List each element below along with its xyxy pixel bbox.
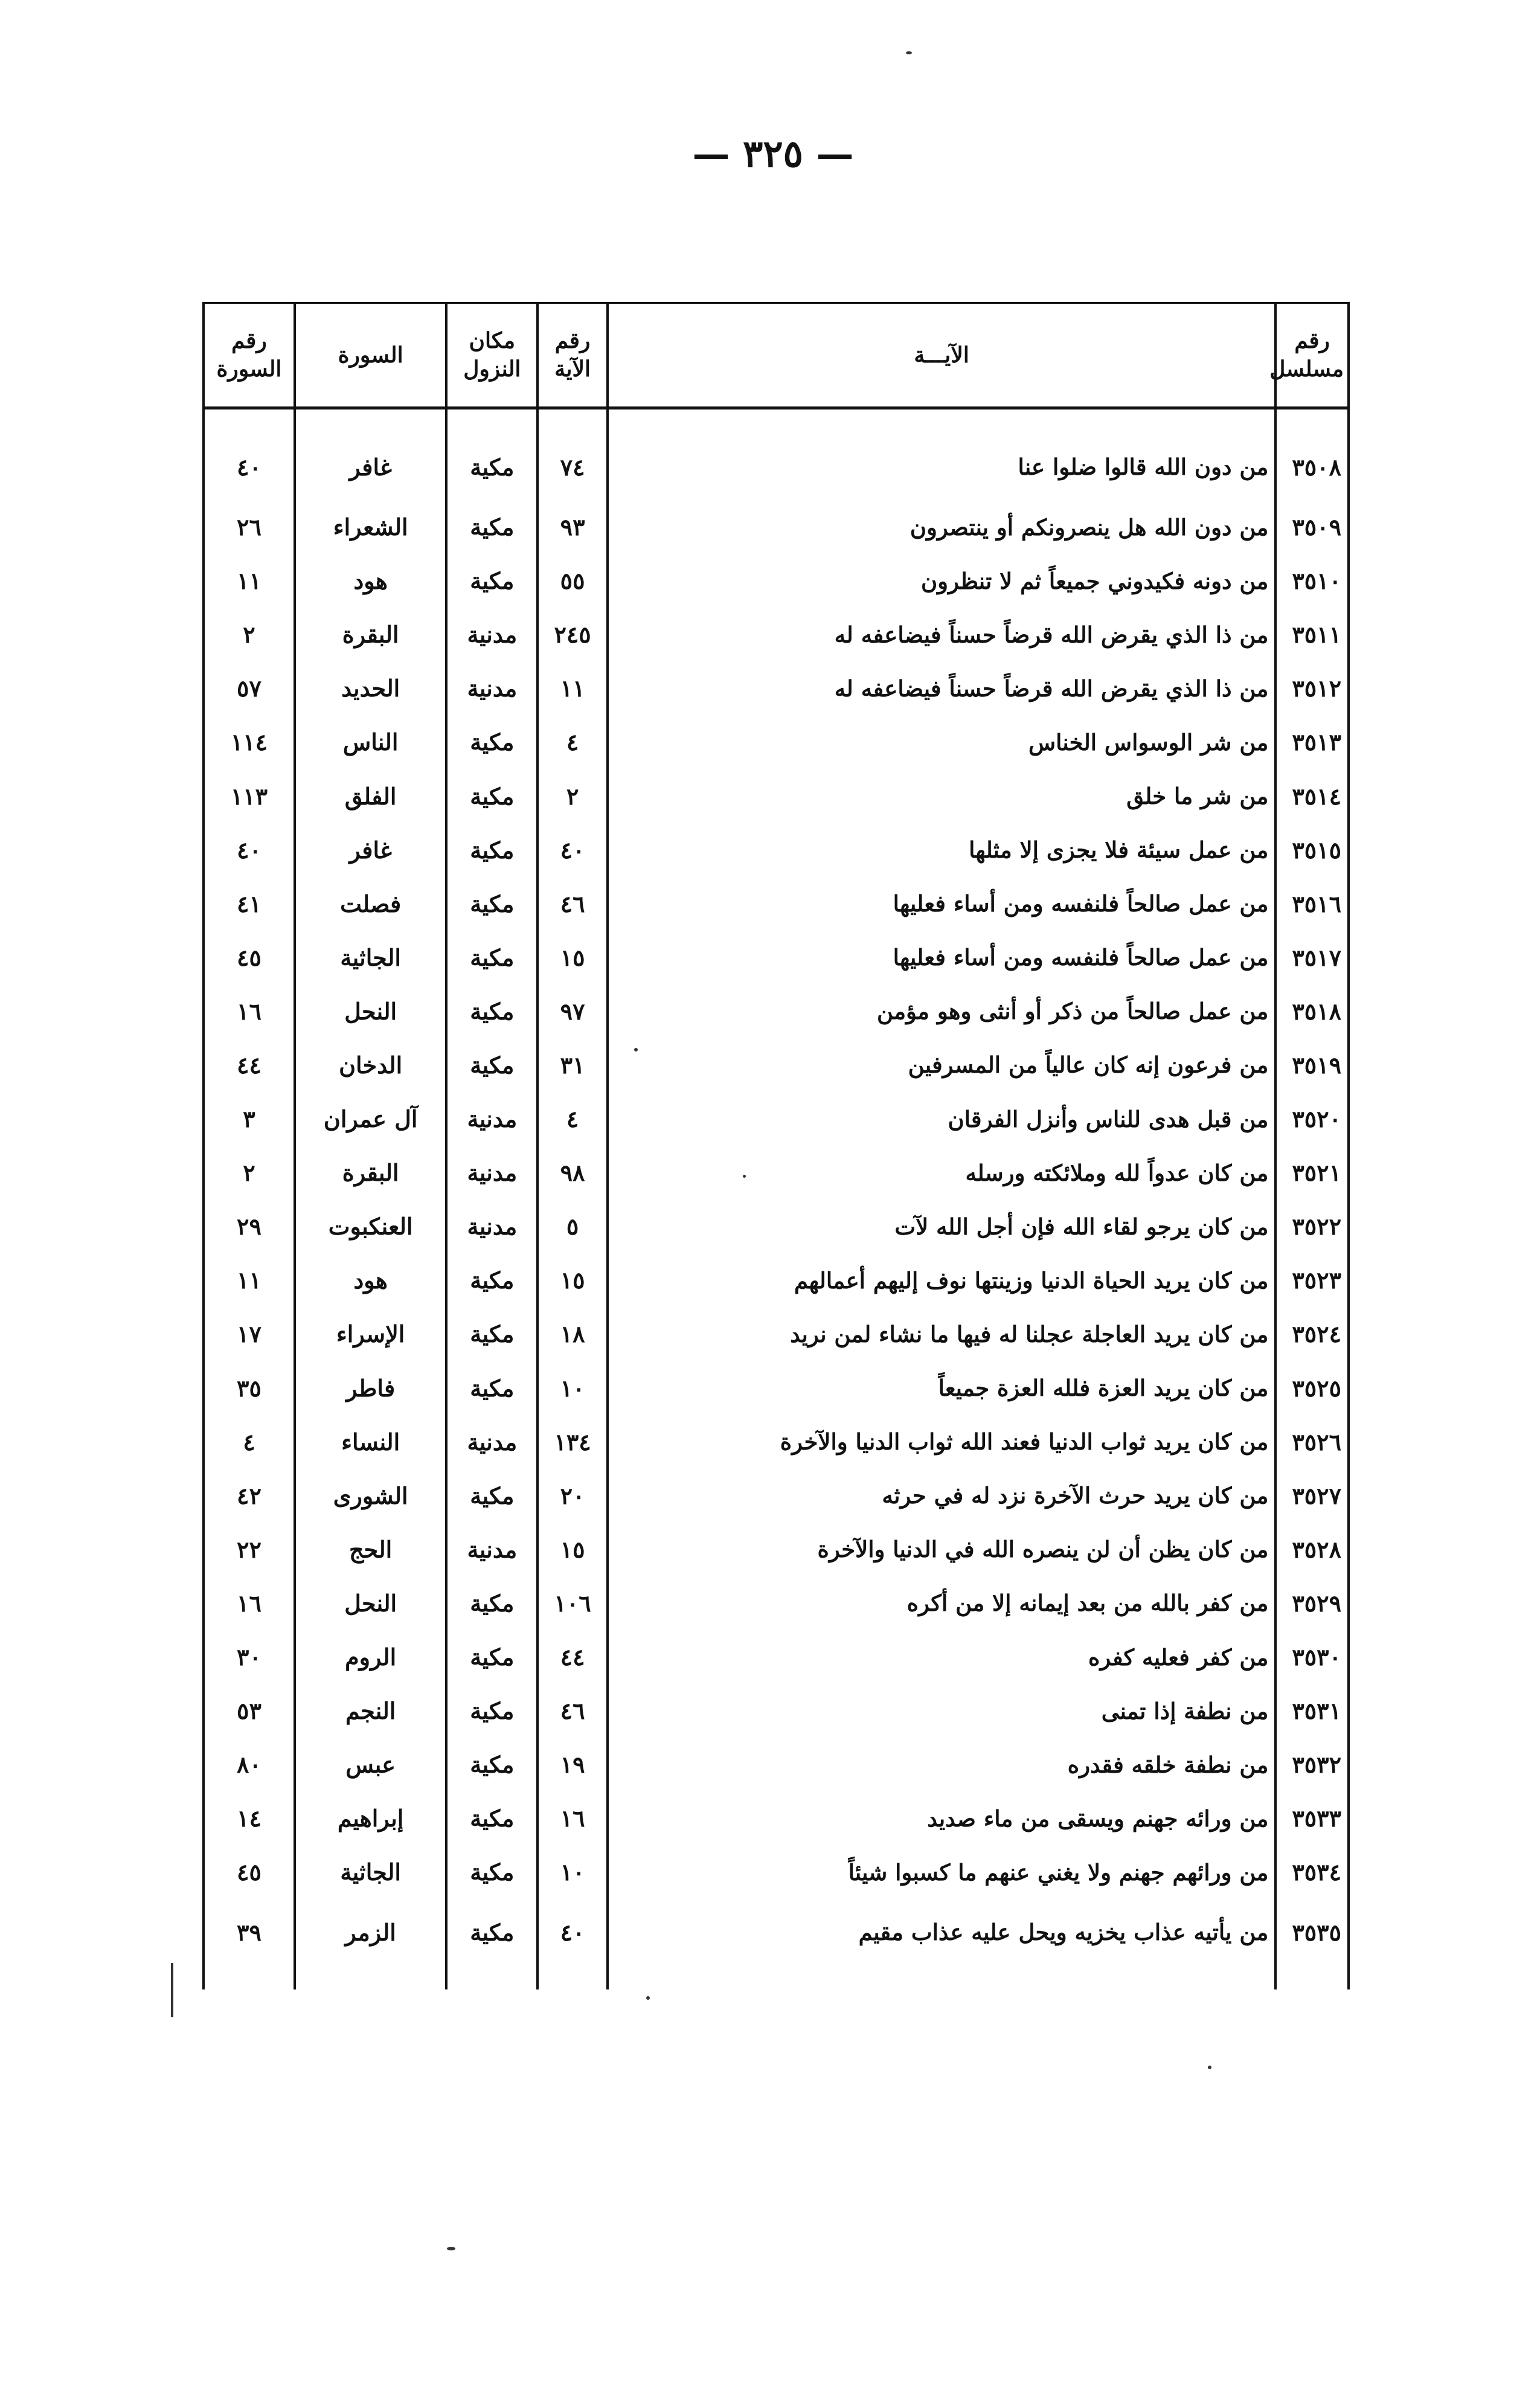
- revelation-place-cell: مكية: [446, 500, 537, 554]
- surah-name-cell: العنكبوت: [295, 1199, 446, 1253]
- verse-number-cell: ١٥: [537, 931, 608, 984]
- surah-name-cell: الجاثية: [295, 931, 446, 984]
- verse-number-cell: ١٠٦: [537, 1576, 608, 1630]
- serial-cell: ٣٥١٦: [1275, 877, 1349, 931]
- surah-name-cell: هود: [295, 554, 446, 608]
- revelation-place-cell: مدنية: [446, 1523, 537, 1576]
- verse-text-cell: من دونه فكيدوني جميعاً ثم لا تنظرون: [608, 554, 1275, 608]
- serial-cell: ٣٥١٢: [1275, 661, 1349, 715]
- verse-text-cell: من قبل هدى للناس وأنزل الفرقان: [608, 1092, 1275, 1146]
- surah-name-cell: عبس: [295, 1738, 446, 1791]
- verse-text-cell: من كان يريد حرث الآخرة نزد له في حرثه: [608, 1469, 1275, 1523]
- verse-text-cell: من كان يريد ثواب الدنيا فعند الله ثواب الدنيا والآخرة: [608, 1415, 1275, 1469]
- revelation-place-cell: مكية: [446, 1845, 537, 1899]
- verse-number-cell: ١٣٤: [537, 1415, 608, 1469]
- table-row: [204, 1899, 1349, 1989]
- serial-cell: ٣٥٢٣: [1275, 1253, 1349, 1307]
- surah-number-cell: ٤٠: [204, 408, 295, 501]
- header-row: [204, 303, 1349, 408]
- table-row: [204, 1361, 1349, 1415]
- verse-index-table: [202, 302, 1350, 1989]
- table-row: [204, 1523, 1349, 1576]
- verse-number-cell: ٤: [537, 715, 608, 769]
- surah-number-cell: ١٦: [204, 1576, 295, 1630]
- revelation-place-cell: مدنية: [446, 1146, 537, 1199]
- revelation-place-cell: مكية: [446, 1684, 537, 1738]
- header-surah-number: رقم السورة: [204, 303, 295, 408]
- surah-number-cell: ٤٠: [204, 823, 295, 877]
- table-row: [204, 1415, 1349, 1469]
- table-row: [204, 1630, 1349, 1684]
- revelation-place-cell: مكية: [446, 554, 537, 608]
- table-row: [204, 1038, 1349, 1092]
- revelation-place-cell: مكية: [446, 984, 537, 1038]
- surah-number-cell: ١١٤: [204, 715, 295, 769]
- surah-number-cell: ٢٢: [204, 1523, 295, 1576]
- surah-name-cell: الحج: [295, 1523, 446, 1576]
- margin-mark: [171, 1963, 173, 2017]
- serial-cell: ٣٥٣٣: [1275, 1791, 1349, 1845]
- verse-number-cell: ٤٠: [537, 823, 608, 877]
- verse-number-cell: ١٥: [537, 1523, 608, 1576]
- surah-number-cell: ٥٧: [204, 661, 295, 715]
- table-row: [204, 823, 1349, 877]
- serial-cell: ٣٥١٥: [1275, 823, 1349, 877]
- revelation-place-cell: مكية: [446, 1899, 537, 1989]
- verse-number-cell: ٥: [537, 1199, 608, 1253]
- table-row: [204, 1307, 1349, 1361]
- revelation-place-cell: مكية: [446, 408, 537, 501]
- serial-cell: ٣٥٣٥: [1275, 1899, 1349, 1989]
- serial-cell: ٣٥٢٤: [1275, 1307, 1349, 1361]
- surah-number-cell: ٣٥: [204, 1361, 295, 1415]
- page-number: — ٣٢٥ —: [692, 132, 854, 176]
- verse-text-cell: من عمل صالحاً من ذكر أو أنثى وهو مؤمن: [608, 984, 1275, 1038]
- surah-name-cell: غافر: [295, 823, 446, 877]
- surah-number-cell: ١٤: [204, 1791, 295, 1845]
- surah-number-cell: ٣٠: [204, 1630, 295, 1684]
- serial-cell: ٣٥١٠: [1275, 554, 1349, 608]
- surah-name-cell: غافر: [295, 408, 446, 501]
- table-row: [204, 1684, 1349, 1738]
- surah-number-cell: ١١: [204, 554, 295, 608]
- revelation-place-cell: مكية: [446, 769, 537, 823]
- header-verse-number: رقم الآية: [537, 303, 608, 408]
- table-body: [204, 408, 1349, 1990]
- verse-text-cell: من عمل سيئة فلا يجزى إلا مثلها: [608, 823, 1275, 877]
- revelation-place-cell: مدنية: [446, 1199, 537, 1253]
- table-row: [204, 1092, 1349, 1146]
- surah-number-cell: ٤٥: [204, 931, 295, 984]
- serial-cell: ٣٥١١: [1275, 608, 1349, 661]
- surah-number-cell: ٢: [204, 608, 295, 661]
- header-surah: السورة: [295, 303, 446, 408]
- verse-number-cell: ٢٠: [537, 1469, 608, 1523]
- serial-cell: ٣٥٣٠: [1275, 1630, 1349, 1684]
- verse-number-cell: ١٥: [537, 1253, 608, 1307]
- table-row: [204, 500, 1349, 554]
- revelation-place-cell: مكية: [446, 715, 537, 769]
- surah-name-cell: آل عمران: [295, 1092, 446, 1146]
- verse-text-cell: من دون الله هل ينصرونكم أو ينتصرون: [608, 500, 1275, 554]
- revelation-place-cell: مكية: [446, 1791, 537, 1845]
- serial-cell: ٣٥٢٢: [1275, 1199, 1349, 1253]
- verse-text-cell: من ورائه جهنم ويسقى من ماء صديد: [608, 1791, 1275, 1845]
- table-row: [204, 1576, 1349, 1630]
- table-row: [204, 715, 1349, 769]
- verse-number-cell: ١٦: [537, 1791, 608, 1845]
- verse-text-cell: من شر الوسواس الخناس: [608, 715, 1275, 769]
- surah-number-cell: ٤: [204, 1415, 295, 1469]
- surah-number-cell: ٣: [204, 1092, 295, 1146]
- revelation-place-cell: مكية: [446, 1038, 537, 1092]
- verse-text-cell: من كفر بالله من بعد إيمانه إلا من أكره: [608, 1576, 1275, 1630]
- table-row: [204, 1845, 1349, 1899]
- revelation-place-cell: مكية: [446, 1361, 537, 1415]
- serial-cell: ٣٥٣١: [1275, 1684, 1349, 1738]
- table-row: [204, 554, 1349, 608]
- verse-text-cell: من دون الله قالوا ضلوا عنا: [608, 408, 1275, 501]
- surah-number-cell: ١١٣: [204, 769, 295, 823]
- verse-number-cell: ٤٠: [537, 1899, 608, 1989]
- surah-name-cell: الجاثية: [295, 1845, 446, 1899]
- serial-cell: ٣٥١٣: [1275, 715, 1349, 769]
- verse-text-cell: من يأتيه عذاب يخزيه ويحل عليه عذاب مقيم: [608, 1899, 1275, 1989]
- verse-number-cell: ١٠: [537, 1361, 608, 1415]
- serial-cell: ٣٥٢١: [1275, 1146, 1349, 1199]
- verse-text-cell: من كان يريد العزة فلله العزة جميعاً: [608, 1361, 1275, 1415]
- table-row: [204, 1791, 1349, 1845]
- verse-number-cell: ٩٣: [537, 500, 608, 554]
- revelation-place-cell: مكية: [446, 931, 537, 984]
- serial-cell: ٣٥٣٤: [1275, 1845, 1349, 1899]
- surah-name-cell: النجم: [295, 1684, 446, 1738]
- verse-number-cell: ٩٧: [537, 984, 608, 1038]
- surah-name-cell: الحديد: [295, 661, 446, 715]
- revelation-place-cell: مدنية: [446, 1415, 537, 1469]
- surah-number-cell: ٤٥: [204, 1845, 295, 1899]
- surah-name-cell: الروم: [295, 1630, 446, 1684]
- surah-name-cell: البقرة: [295, 608, 446, 661]
- verse-text-cell: من كان يظن أن لن ينصره الله في الدنيا والآخرة: [608, 1523, 1275, 1576]
- surah-name-cell: الزمر: [295, 1899, 446, 1989]
- surah-name-cell: فاطر: [295, 1361, 446, 1415]
- surah-name-cell: النساء: [295, 1415, 446, 1469]
- serial-cell: ٣٥٢٥: [1275, 1361, 1349, 1415]
- verse-text-cell: من ذا الذي يقرض الله قرضاً حسناً فيضاعفه له: [608, 608, 1275, 661]
- verse-text-cell: من ورائهم جهنم ولا يغني عنهم ما كسبوا شيئاً: [608, 1845, 1275, 1899]
- surah-number-cell: ٤٢: [204, 1469, 295, 1523]
- table-row: [204, 877, 1349, 931]
- serial-cell: ٣٥١٨: [1275, 984, 1349, 1038]
- header-serial: رقم مسلسل: [1275, 303, 1349, 408]
- verse-text-cell: من فرعون إنه كان عالياً من المسرفين: [608, 1038, 1275, 1092]
- table-row: [204, 984, 1349, 1038]
- surah-name-cell: إبراهيم: [295, 1791, 446, 1845]
- table-row: [204, 1469, 1349, 1523]
- table-row: [204, 769, 1349, 823]
- header-place: مكان النزول: [446, 303, 537, 408]
- serial-cell: ٣٥٢٨: [1275, 1523, 1349, 1576]
- table-row: [204, 408, 1349, 501]
- table-header: [204, 303, 1349, 408]
- revelation-place-cell: مكية: [446, 877, 537, 931]
- verse-number-cell: ٤٦: [537, 1684, 608, 1738]
- revelation-place-cell: مكية: [446, 1738, 537, 1791]
- verse-number-cell: ١١: [537, 661, 608, 715]
- revelation-place-cell: مكية: [446, 1307, 537, 1361]
- surah-name-cell: فصلت: [295, 877, 446, 931]
- verse-number-cell: ٧٤: [537, 408, 608, 501]
- surah-name-cell: الدخان: [295, 1038, 446, 1092]
- verse-text-cell: من كفر فعليه كفره: [608, 1630, 1275, 1684]
- revelation-place-cell: مدنية: [446, 1092, 537, 1146]
- verse-text-cell: من شر ما خلق: [608, 769, 1275, 823]
- revelation-place-cell: مكية: [446, 1469, 537, 1523]
- verse-text-cell: من كان يريد العاجلة عجلنا له فيها ما نشاء لمن نريد: [608, 1307, 1275, 1361]
- serial-cell: ٣٥١٧: [1275, 931, 1349, 984]
- table-row: [204, 931, 1349, 984]
- verse-number-cell: ٩٨: [537, 1146, 608, 1199]
- surah-number-cell: ٨٠: [204, 1738, 295, 1791]
- verse-text-cell: من عمل صالحاً فلنفسه ومن أساء فعليها: [608, 931, 1275, 984]
- table-row: [204, 1253, 1349, 1307]
- surah-name-cell: النحل: [295, 984, 446, 1038]
- surah-name-cell: الناس: [295, 715, 446, 769]
- revelation-place-cell: مدنية: [446, 608, 537, 661]
- surah-number-cell: ٥٣: [204, 1684, 295, 1738]
- surah-number-cell: ١١: [204, 1253, 295, 1307]
- verse-text-cell: من نطفة إذا تمنى: [608, 1684, 1275, 1738]
- surah-name-cell: الشورى: [295, 1469, 446, 1523]
- revelation-place-cell: مدنية: [446, 661, 537, 715]
- header-verse: الآيـــة: [608, 303, 1275, 408]
- surah-number-cell: ٢٦: [204, 500, 295, 554]
- serial-cell: ٣٥٠٨: [1275, 408, 1349, 501]
- table-row: [204, 1738, 1349, 1791]
- verse-number-cell: ٤٤: [537, 1630, 608, 1684]
- surah-number-cell: ١٧: [204, 1307, 295, 1361]
- verse-text-cell: من ذا الذي يقرض الله قرضاً حسناً فيضاعفه له: [608, 661, 1275, 715]
- verse-text-cell: من كان يرجو لقاء الله فإن أجل الله لآت: [608, 1199, 1275, 1253]
- verse-number-cell: ٤: [537, 1092, 608, 1146]
- serial-cell: ٣٥٠٩: [1275, 500, 1349, 554]
- surah-name-cell: النحل: [295, 1576, 446, 1630]
- serial-cell: ٣٥٢٧: [1275, 1469, 1349, 1523]
- revelation-place-cell: مكية: [446, 823, 537, 877]
- verse-number-cell: ١٩: [537, 1738, 608, 1791]
- surah-name-cell: الإسراء: [295, 1307, 446, 1361]
- serial-cell: ٣٥١٩: [1275, 1038, 1349, 1092]
- surah-number-cell: ٣٩: [204, 1899, 295, 1989]
- verse-number-cell: ١٠: [537, 1845, 608, 1899]
- verse-text-cell: من نطفة خلقه فقدره: [608, 1738, 1275, 1791]
- revelation-place-cell: مكية: [446, 1630, 537, 1684]
- serial-cell: ٣٥٢٠: [1275, 1092, 1349, 1146]
- verse-text-cell: من كان عدواً لله وملائكته ورسله: [608, 1146, 1275, 1199]
- serial-cell: ٣٥٢٦: [1275, 1415, 1349, 1469]
- verse-text-cell: من كان يريد الحياة الدنيا وزينتها نوف إليهم أعمالهم: [608, 1253, 1275, 1307]
- revelation-place-cell: مكية: [446, 1253, 537, 1307]
- verse-number-cell: ٣١: [537, 1038, 608, 1092]
- table-row: [204, 661, 1349, 715]
- table-row: [204, 608, 1349, 661]
- verse-text-cell: من عمل صالحاً فلنفسه ومن أساء فعليها: [608, 877, 1275, 931]
- surah-number-cell: ١٦: [204, 984, 295, 1038]
- surah-number-cell: ٢٩: [204, 1199, 295, 1253]
- verse-number-cell: ٥٥: [537, 554, 608, 608]
- table-row: [204, 1199, 1349, 1253]
- serial-cell: ٣٥٣٢: [1275, 1738, 1349, 1791]
- verse-number-cell: ٢٤٥: [537, 608, 608, 661]
- verse-number-cell: ١٨: [537, 1307, 608, 1361]
- verse-number-cell: ٤٦: [537, 877, 608, 931]
- surah-name-cell: البقرة: [295, 1146, 446, 1199]
- verse-number-cell: ٢: [537, 769, 608, 823]
- surah-name-cell: هود: [295, 1253, 446, 1307]
- surah-name-cell: الشعراء: [295, 500, 446, 554]
- surah-number-cell: ٤٤: [204, 1038, 295, 1092]
- revelation-place-cell: مكية: [446, 1576, 537, 1630]
- serial-cell: ٣٥١٤: [1275, 769, 1349, 823]
- surah-name-cell: الفلق: [295, 769, 446, 823]
- table-row: [204, 1146, 1349, 1199]
- surah-number-cell: ٤١: [204, 877, 295, 931]
- serial-cell: ٣٥٢٩: [1275, 1576, 1349, 1630]
- surah-number-cell: ٢: [204, 1146, 295, 1199]
